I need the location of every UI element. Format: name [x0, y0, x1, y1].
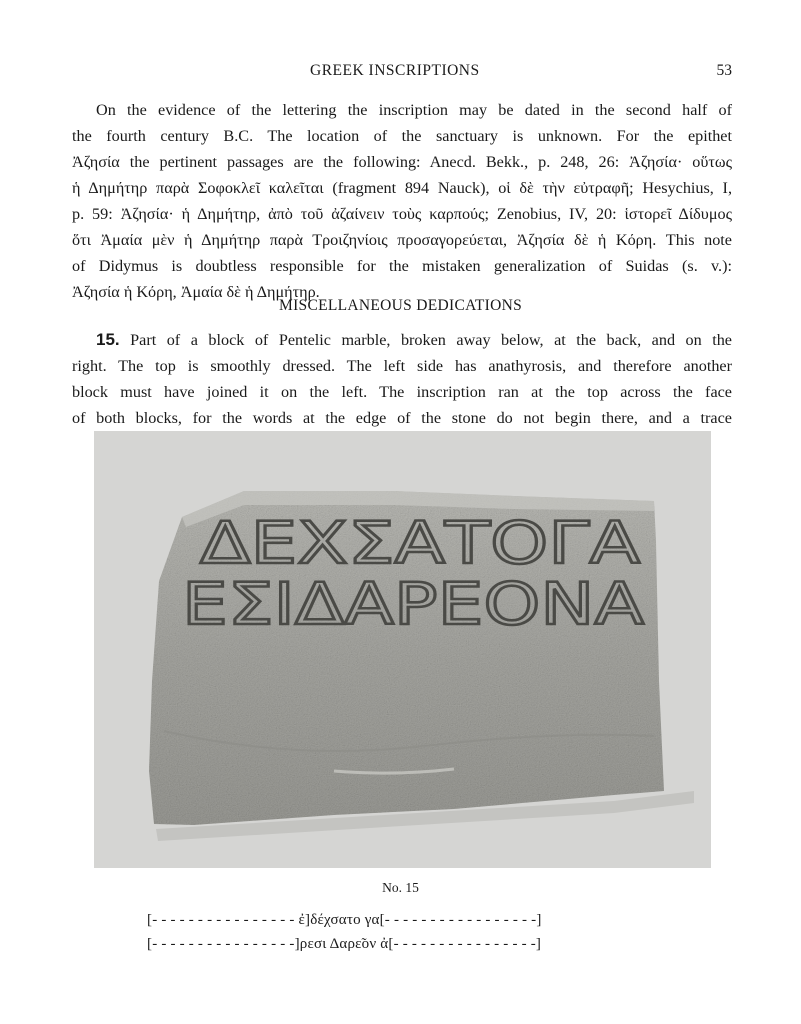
paragraph-line: of both blocks, for the words at the edge of the stone do not begin there, and a trace — [72, 409, 732, 427]
stone-inscription-line-1: ΔΕΧΣΑΤΟΓΑ — [200, 509, 641, 577]
page-number: 53 — [716, 62, 732, 79]
stone-photograph — [94, 431, 711, 868]
running-title: GREEK INSCRIPTIONS — [310, 62, 480, 79]
paragraph-line: Part of a block of Pentelic marble, broken away below, at the back, and on the — [130, 331, 732, 349]
paragraph-line: p. 59: Ἀζησία· ἡ Δημήτηρ, ἀπὸ τοῦ ἀζαίνειν τοὺς καρπούς; Zenobius, IV, 20: ἱστορεῖ Δίδυμος — [72, 205, 732, 223]
paragraph-line: right. The top is smoothly dressed. The left side has anathyrosis, and therefore another — [72, 357, 732, 375]
paragraph-line: of Didymus is doubtless responsible for the mistaken generalization of Suidas (s. v.): — [72, 257, 732, 275]
paragraph-line: the fourth century B.C. The location of the sanctuary is unknown. For the epithet — [72, 127, 732, 145]
paragraph-line: ὅτι Ἀμαία μὲν ἡ Δημήτηρ παρὰ Τροιζηνίοις προσαγορεύεται, Ἀζησία δὲ ἡ Κόρη. This note — [72, 231, 732, 249]
figure-caption: No. 15 — [382, 880, 419, 895]
transcription-line-2: [- - - - - - - - - - - - - - - -]ρεσι Δαρε̃ον ἀ[- - - - - - - - - - - - - - - -] — [147, 936, 542, 952]
running-head — [72, 62, 732, 86]
item-number: 15. — [96, 330, 120, 349]
paragraph-line: Ἀζησία ἡ Κόρη, Ἀμαία δὲ ἡ Δημήτηρ. — [72, 283, 320, 301]
entry-paragraph — [72, 327, 732, 431]
paragraph-line: Ἀζησία the pertinent passages are the following: Anecd. Bekk., p. 248, 26: Ἀζησία· οὕτως — [72, 153, 732, 171]
paragraph-line: On the evidence of the lettering the inscription may be dated in the second half of — [96, 101, 732, 119]
transcription-line-1: [- - - - - - - - - - - - - - - - ἐ]δέχσατο γα[- - - - - - - - - - - - - - - - -] — [147, 912, 542, 928]
entry-first-line — [72, 327, 732, 353]
stone-image — [94, 431, 711, 868]
paragraph-line: ἡ Δημήτηρ παρὰ Σοφοκλεῖ καλεῖται (fragment 894 Nauck), οἱ δὲ τὴν εὐτραφῆ; Hesychius, I, — [72, 179, 732, 197]
paragraph-line: block must have joined it on the left. The inscription ran at the top across the face — [72, 383, 732, 401]
section-heading: MISCELLANEOUS DEDICATIONS — [278, 297, 522, 314]
stone-inscription-line-2: ΕΣΙΔΑΡΕΟΝΑ — [182, 570, 645, 638]
intro-paragraph — [72, 97, 732, 305]
